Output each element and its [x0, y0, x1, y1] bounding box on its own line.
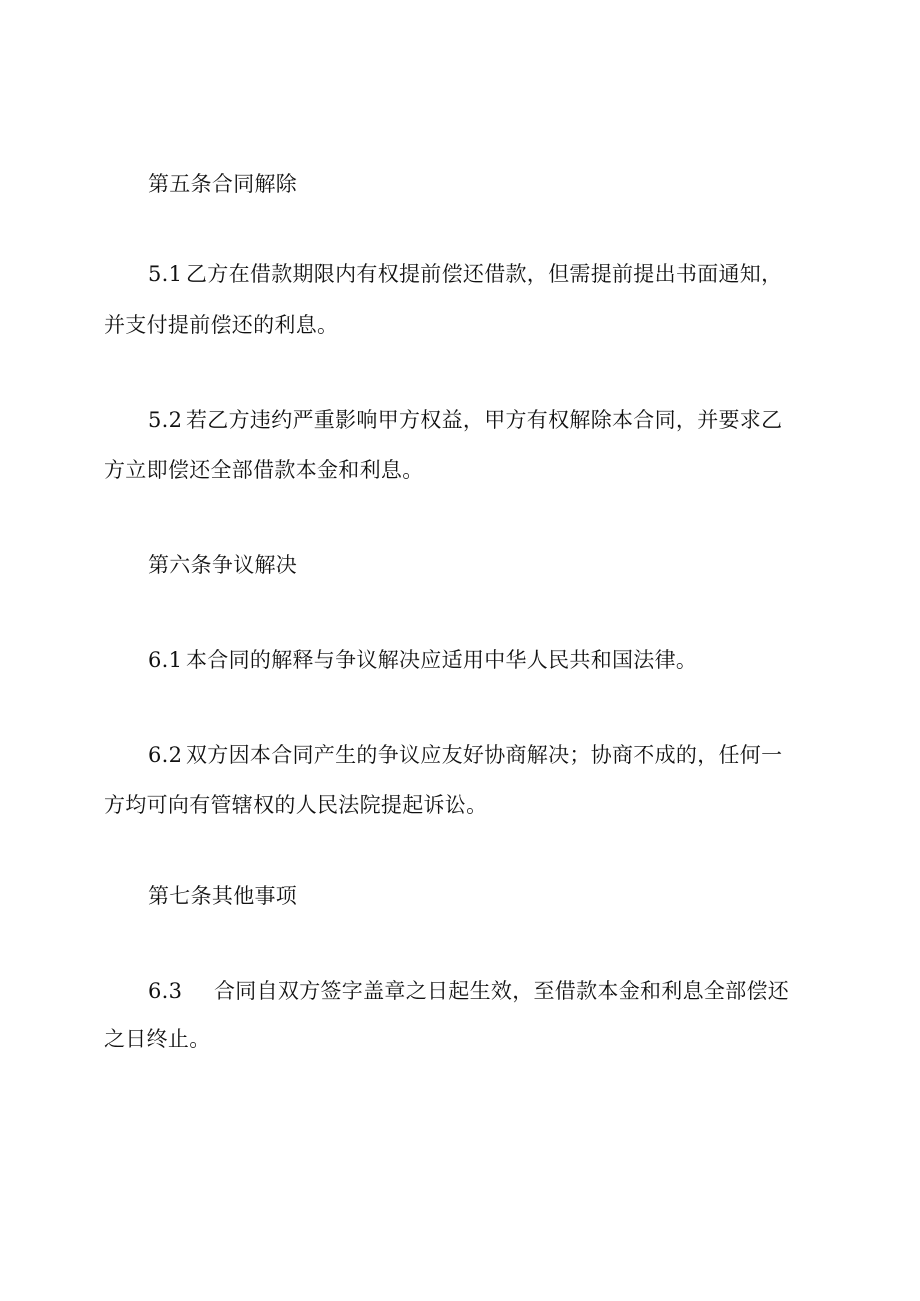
clause-5-2-line-2: 方立即偿还全部借款本金和利息。: [104, 458, 424, 482]
clause-number: 5.2: [148, 408, 183, 432]
section-heading-7: 第七条其他事项: [148, 884, 298, 908]
clause-text: 乙方在借款期限内有权提前偿还借款，但需提前提出书面通知，: [186, 262, 783, 286]
section-heading-6: 第六条争议解决: [148, 553, 298, 577]
clause-text: 本合同的解释与争议解决应适用中华人民共和国法律。: [186, 648, 698, 672]
clause-6-3-line-2: 之日终止。: [104, 1027, 211, 1051]
clause-text: 合同自双方签字盖章之日起生效，至借款本金和利息全部偿还: [214, 979, 790, 1003]
clause-6-1-line-1: [148, 645, 697, 675]
clause-text: 双方因本合同产生的争议应友好协商解决；协商不成的，任何一: [186, 743, 783, 767]
clause-5-1-line-1: [148, 259, 782, 289]
clause-6-2-line-2: 方均可向有管辖权的人民法院提起诉讼。: [104, 793, 488, 817]
clause-6-2-line-1: [148, 740, 782, 770]
clause-5-2-line-1: [148, 405, 782, 435]
section-heading-5: 第五条合同解除: [148, 172, 298, 196]
clause-number: 6.1: [148, 648, 183, 672]
clause-6-3-line-1: [148, 976, 789, 1006]
clause-number: 5.1: [148, 262, 183, 286]
clause-5-1-line-2: 并支付提前偿还的利息。: [104, 313, 339, 337]
clause-number: 6.2: [148, 743, 183, 767]
clause-text: 若乙方违约严重影响甲方权益，甲方有权解除本合同，并要求乙: [186, 408, 783, 432]
clause-number: 6.3: [148, 979, 183, 1003]
